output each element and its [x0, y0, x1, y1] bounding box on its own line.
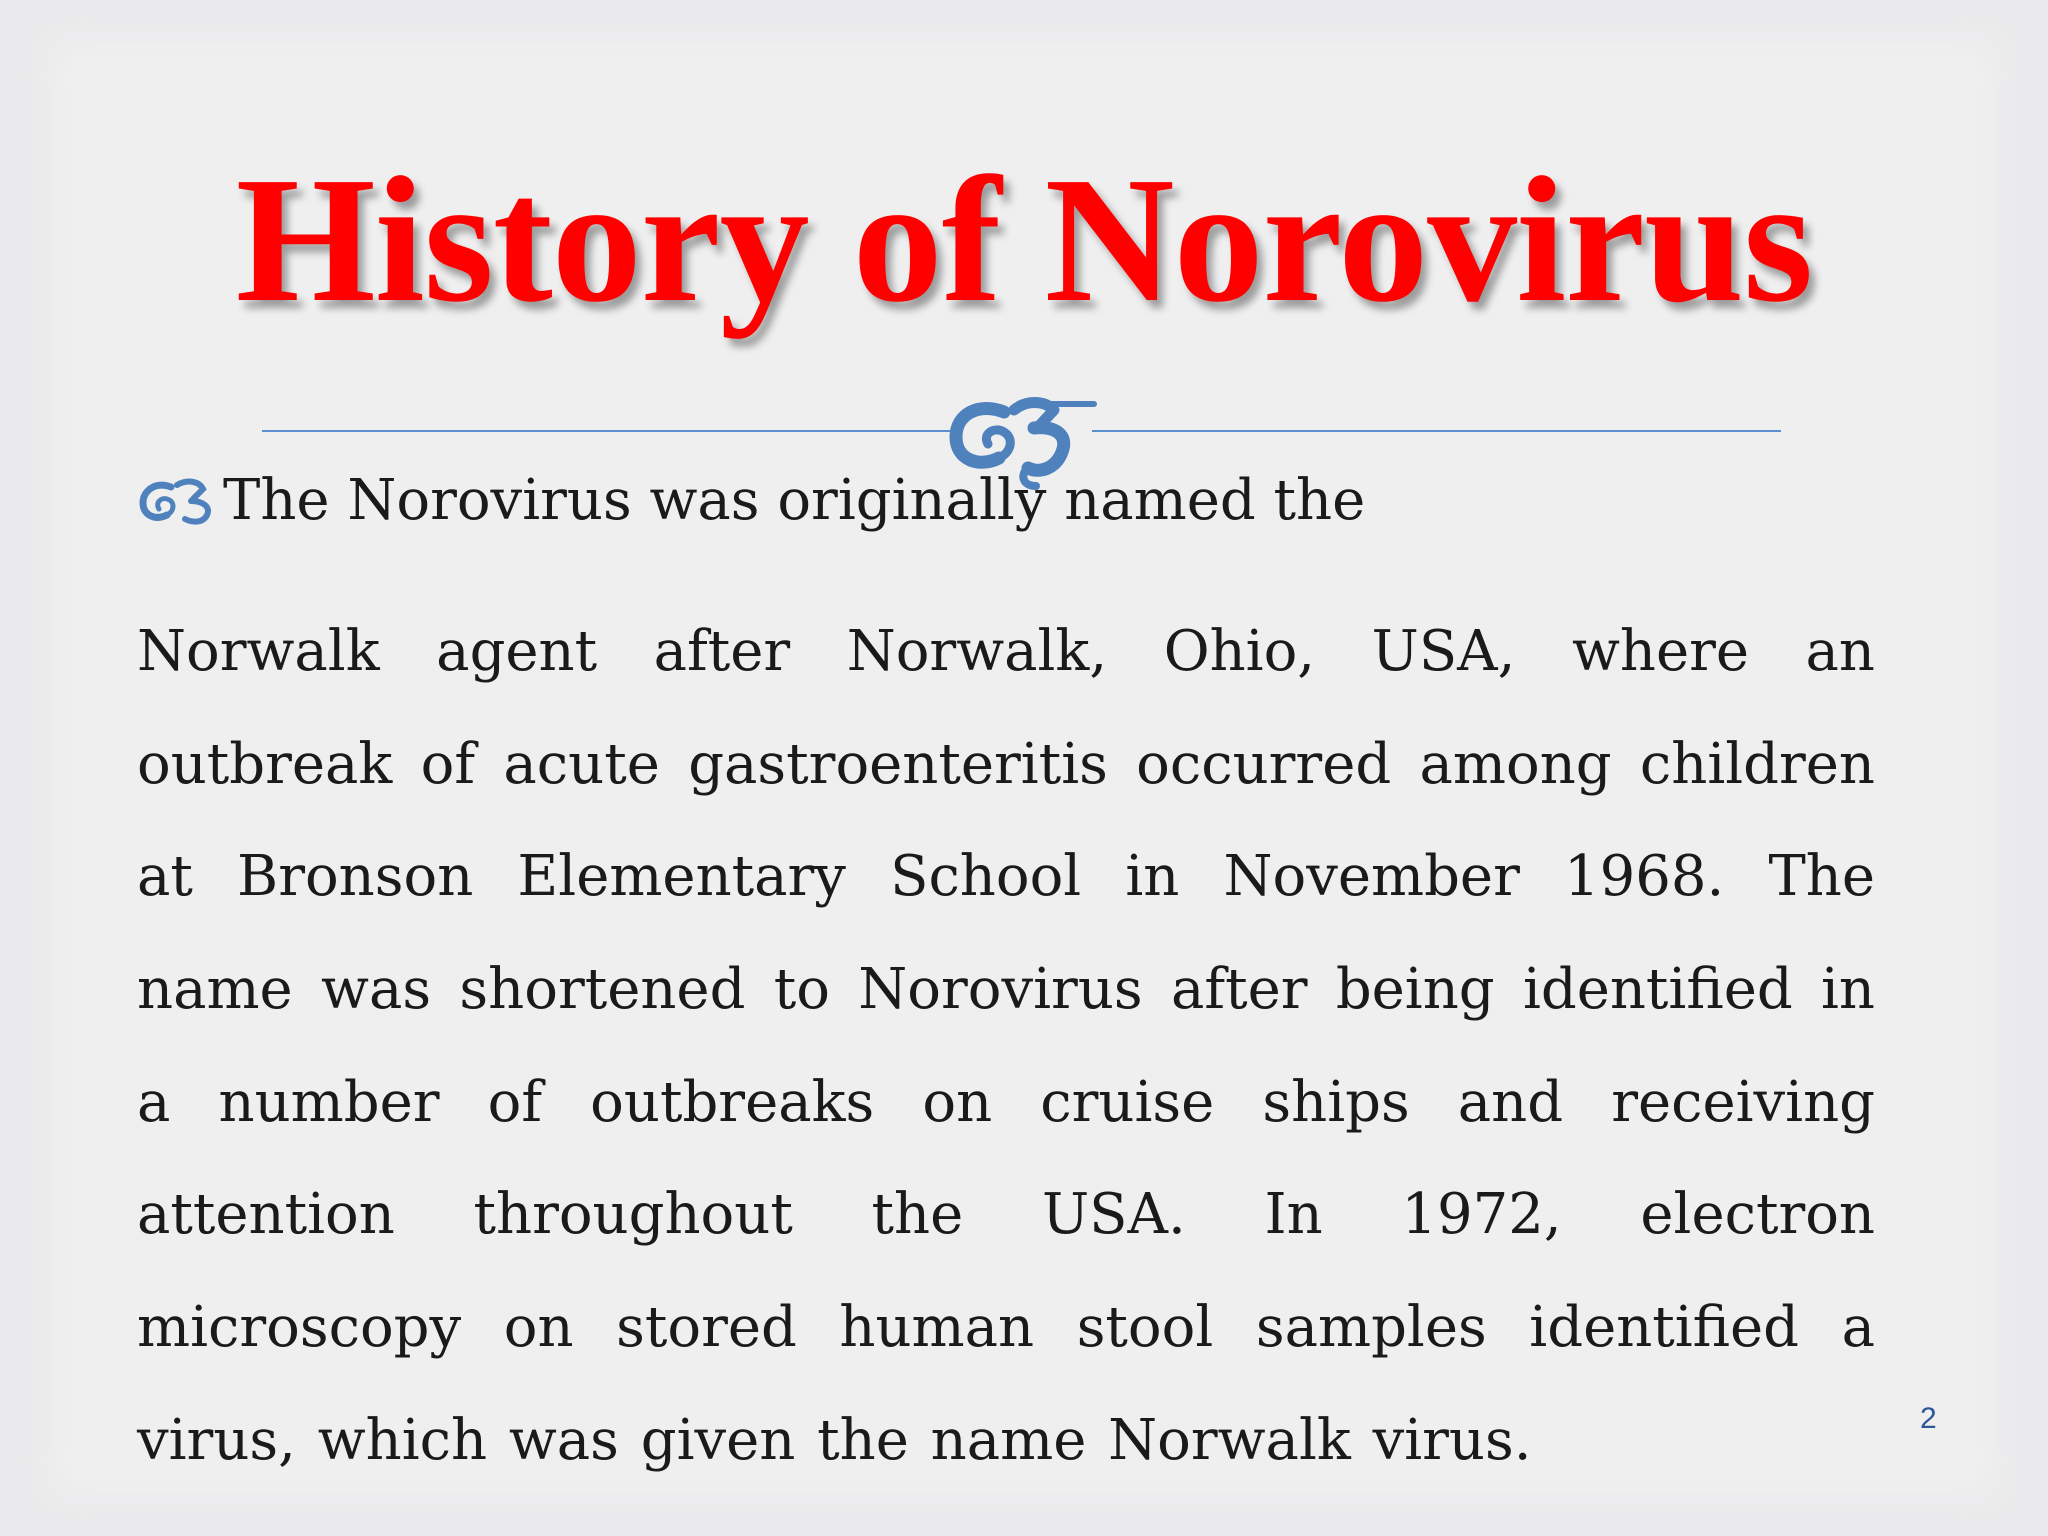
- body-line: at Bronson Elementary School in November 1968. The: [137, 844, 1875, 910]
- body-paragraph: [137, 596, 1875, 1498]
- body-line: microscopy on stored human stool samples identified a: [137, 1295, 1875, 1361]
- title-divider-right: [1092, 430, 1781, 432]
- body-line: attention throughout the USA. In 1972, electron: [137, 1182, 1875, 1248]
- body-line: Norwalk agent after Norwalk, Ohio, USA, where an: [137, 619, 1875, 684]
- title-divider-left: [262, 430, 952, 432]
- body-line: name was shortened to Norovirus after being identified in: [137, 957, 1875, 1023]
- page-number: 2: [1920, 1402, 1937, 1435]
- fleuron-bullet-icon: [137, 475, 223, 525]
- first-line-text: The Norovirus was originally named the: [223, 467, 1366, 533]
- first-bullet-line: [137, 460, 1875, 540]
- body-line: a number of outbreaks on cruise ships and receiving: [137, 1069, 1875, 1135]
- slide-body: [137, 460, 1875, 1498]
- body-line: outbreak of acute gastroenteritis occurred among children: [137, 731, 1875, 797]
- body-line: virus, which was given the name Norwalk virus.: [137, 1407, 1532, 1473]
- slide-title: History of Norovirus: [235, 140, 1813, 339]
